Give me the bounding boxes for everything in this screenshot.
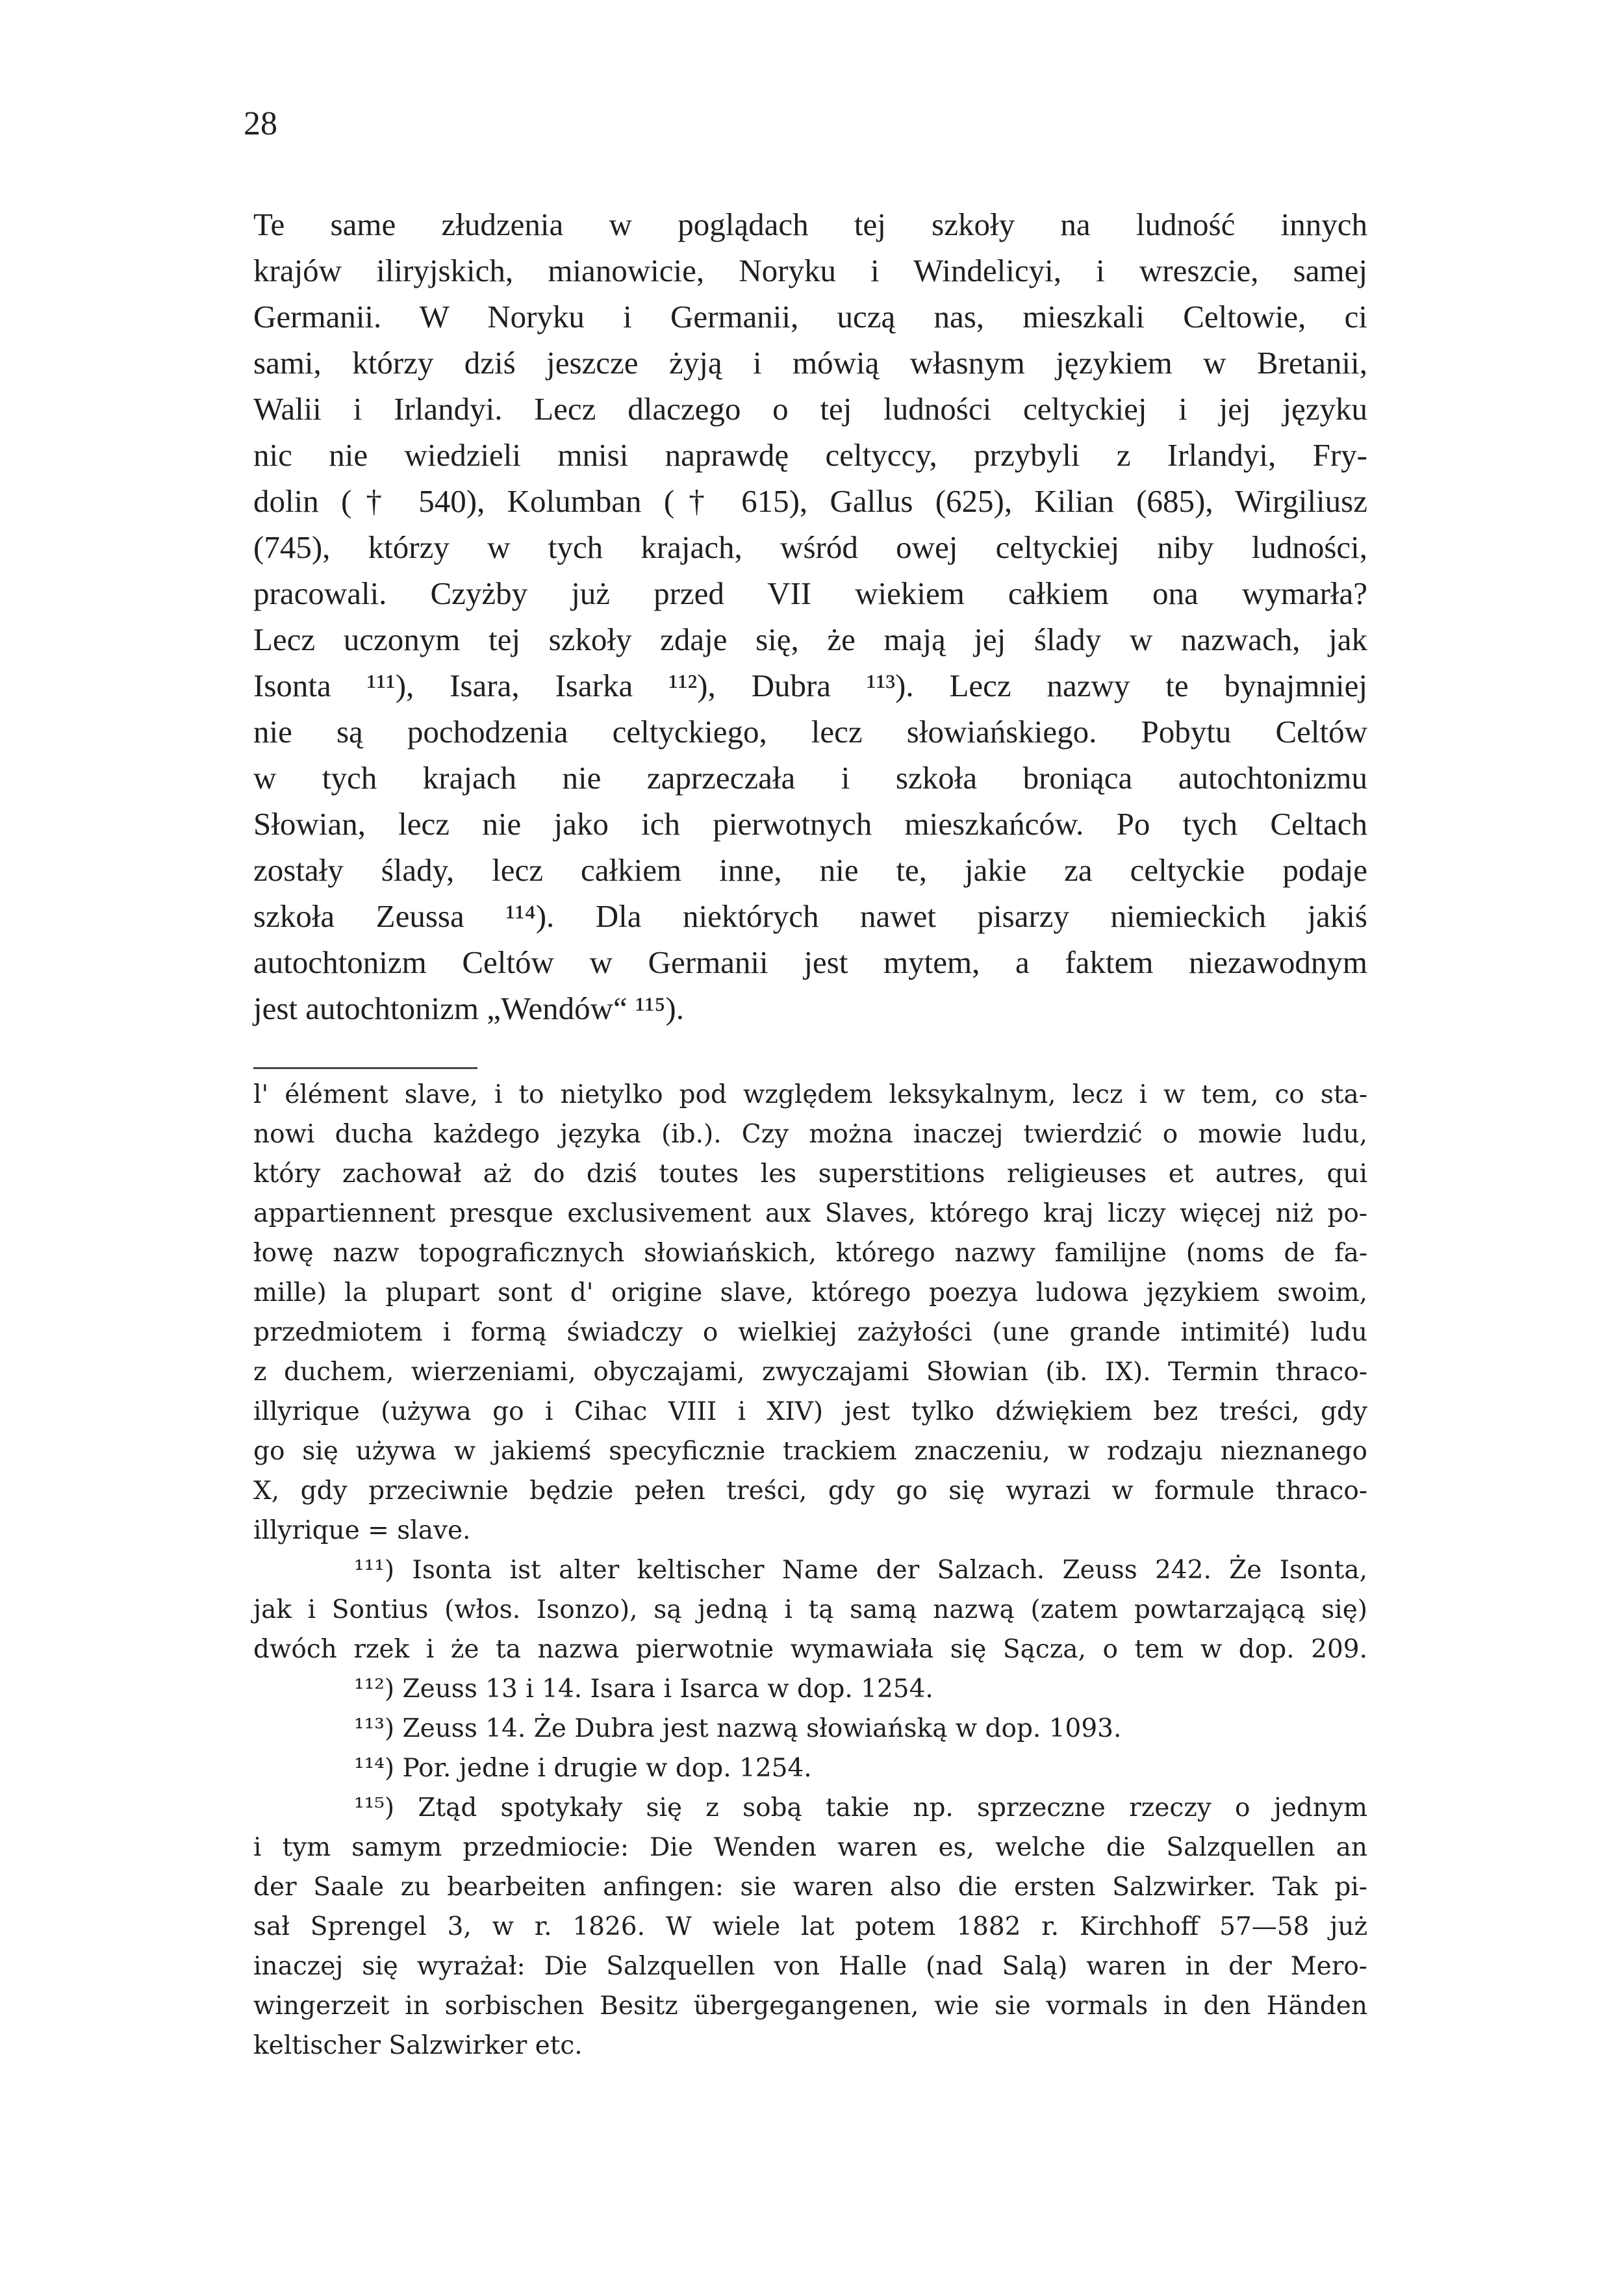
text-line: sami, którzy dziś jeszcze żyją i mówią własnym językiem w Bretanii,: [253, 345, 1367, 381]
footnote-line: der Saale zu bearbeiten anfingen: sie waren also die ersten Salzwirker. Tak pi-: [253, 1873, 1367, 1902]
footnote-line: wingerzeit in sorbischen Besitz übergegangenen, wie sie vormals in den Händen: [253, 1991, 1367, 2021]
footnote-line: i tym samym przedmiocie: Die Wenden waren es, welche die Salzquellen an: [253, 1833, 1367, 1862]
text-line: nie są pochodzenia celtyckiego, lecz słowiańskiego. Pobytu Celtów: [253, 714, 1367, 750]
text-line: krajów iliryjskich, mianowicie, Noryku i Windelicyi, i wreszcie, samej: [253, 253, 1367, 288]
footnote-line: nowi ducha każdego języka (ib.). Czy można inaczej twierdzić o mowie ludu,: [253, 1120, 1367, 1149]
text-line: szkoła Zeussa ¹¹⁴). Dla niektórych nawet pisarzy niemieckich jakiś: [253, 898, 1367, 934]
text-line: nic nie wiedzieli mnisi naprawdę celtyccy, przybyli z Irlandyi, Fry-: [253, 437, 1367, 473]
text-line: pracowali. Czyżby już przed VII wiekiem całkiem ona wymarła?: [253, 575, 1367, 611]
footnote-line: z duchem, wierzeniami, obyczajami, zwyczajami Słowian (ib. IX). Termin thraco-: [253, 1357, 1367, 1387]
footnote-line: illyrique = slave.: [253, 1516, 471, 1545]
footnote-separator: [253, 1067, 477, 1069]
footnote-line: jak i Sontius (włos. Isonzo), są jedną i tą samą nazwą (zatem powtarzającą się): [253, 1595, 1367, 1624]
text-line: w tych krajach nie zaprzeczała i szkoła broniąca autochtonizmu: [253, 760, 1367, 796]
text-line: dolin († 540), Kolumban († 615), Gallus (625), Kilian (685), Wirgiliusz: [253, 483, 1367, 519]
text-line: Germanii. W Noryku i Germanii, uczą nas, mieszkali Celtowie, ci: [253, 299, 1367, 334]
footnote-line: łowę nazw topograficznych słowiańskich, którego nazwy familijne (noms de fa-: [253, 1239, 1367, 1268]
footnote-111: ¹¹¹) Isonta ist alter keltischer Name der Salzach. Zeuss 242. Że Isonta,: [354, 1556, 1367, 1585]
footnote-line: X, gdy przeciwnie będzie pełen treści, gdy go się wyrazi w formule thraco-: [253, 1476, 1367, 1506]
footnote-line: mille) la plupart sont d' origine slave, którego poezya ludowa językiem swoim,: [253, 1278, 1367, 1307]
text-line: jest autochtonizm „Wendów“ ¹¹⁵).: [253, 990, 684, 1026]
footnote-line: dwóch rzek i że ta nazwa pierwotnie wymawiała się Sącza, o tem w dop. 209.: [253, 1635, 1367, 1664]
footnote-line: który zachował aż do dziś toutes les superstitions religieuses et autres, qui: [253, 1159, 1367, 1189]
text-line: Te same złudzenia w poglądach tej szkoły na ludność innych: [253, 207, 1367, 242]
text-line: autochtonizm Celtów w Germanii jest mytem, a faktem niezawodnym: [253, 944, 1367, 980]
text-line: zostały ślady, lecz całkiem inne, nie te, jakie za celtyckie podaje: [253, 852, 1367, 888]
footnote-line: appartiennent presque exclusivement aux Slaves, którego kraj liczy więcej niż po-: [253, 1199, 1367, 1228]
footnote-line: przedmiotem i formą świadczy o wielkiej zażyłości (une grande intimité) ludu: [253, 1318, 1367, 1347]
footnote-line: keltischer Salzwirker etc.: [253, 2031, 583, 2060]
text-line: Isonta ¹¹¹), Isara, Isarka ¹¹²), Dubra ¹¹³). Lecz nazwy te bynajmniej: [253, 668, 1367, 703]
footnote-line: sał Sprengel 3, w r. 1826. W wiele lat potem 1882 r. Kirchhoff 57—58 już: [253, 1912, 1367, 1941]
footnotes: [253, 1075, 1367, 2065]
text-line: (745), którzy w tych krajach, wśród owej celtyckiej niby ludności,: [253, 529, 1367, 565]
text-line: Słowian, lecz nie jako ich pierwotnych mieszkańców. Po tych Celtach: [253, 806, 1367, 842]
page-number: 28: [244, 105, 277, 142]
footnote-113: ¹¹³) Zeuss 14. Że Dubra jest nazwą słowiańską w dop. 1093.: [354, 1714, 1122, 1743]
footnote-114: ¹¹⁴) Por. jedne i drugie w dop. 1254.: [354, 1754, 812, 1783]
footnote-112: ¹¹²) Zeuss 13 i 14. Isara i Isarca w dop. 1254.: [354, 1674, 933, 1704]
text-line: Lecz uczonym tej szkoły zdaje się, że mają jej ślady w nazwach, jak: [253, 622, 1367, 657]
footnote-line: go się używa w jakiemś specyficznie trackiem znaczeniu, w rodzaju nieznanego: [253, 1437, 1367, 1466]
footnote-line: inaczej się wyrażał: Die Salzquellen von Halle (nad Salą) waren in der Mero-: [253, 1952, 1367, 1981]
footnote-115: ¹¹⁵) Ztąd spotykały się z sobą takie np. sprzeczne rzeczy o jednym: [354, 1793, 1367, 1823]
footnote-line: illyrique (używa go i Cihac VIII i XIV) jest tylko dźwiękiem bez treści, gdy: [253, 1397, 1367, 1426]
main-text: [253, 201, 1367, 1031]
text-line: Walii i Irlandyi. Lecz dlaczego o tej ludności celtyckiej i jej języku: [253, 391, 1367, 427]
footnote-line: l' élément slave, i to nietylko pod względem leksykalnym, lecz i w tem, co sta-: [253, 1080, 1367, 1109]
